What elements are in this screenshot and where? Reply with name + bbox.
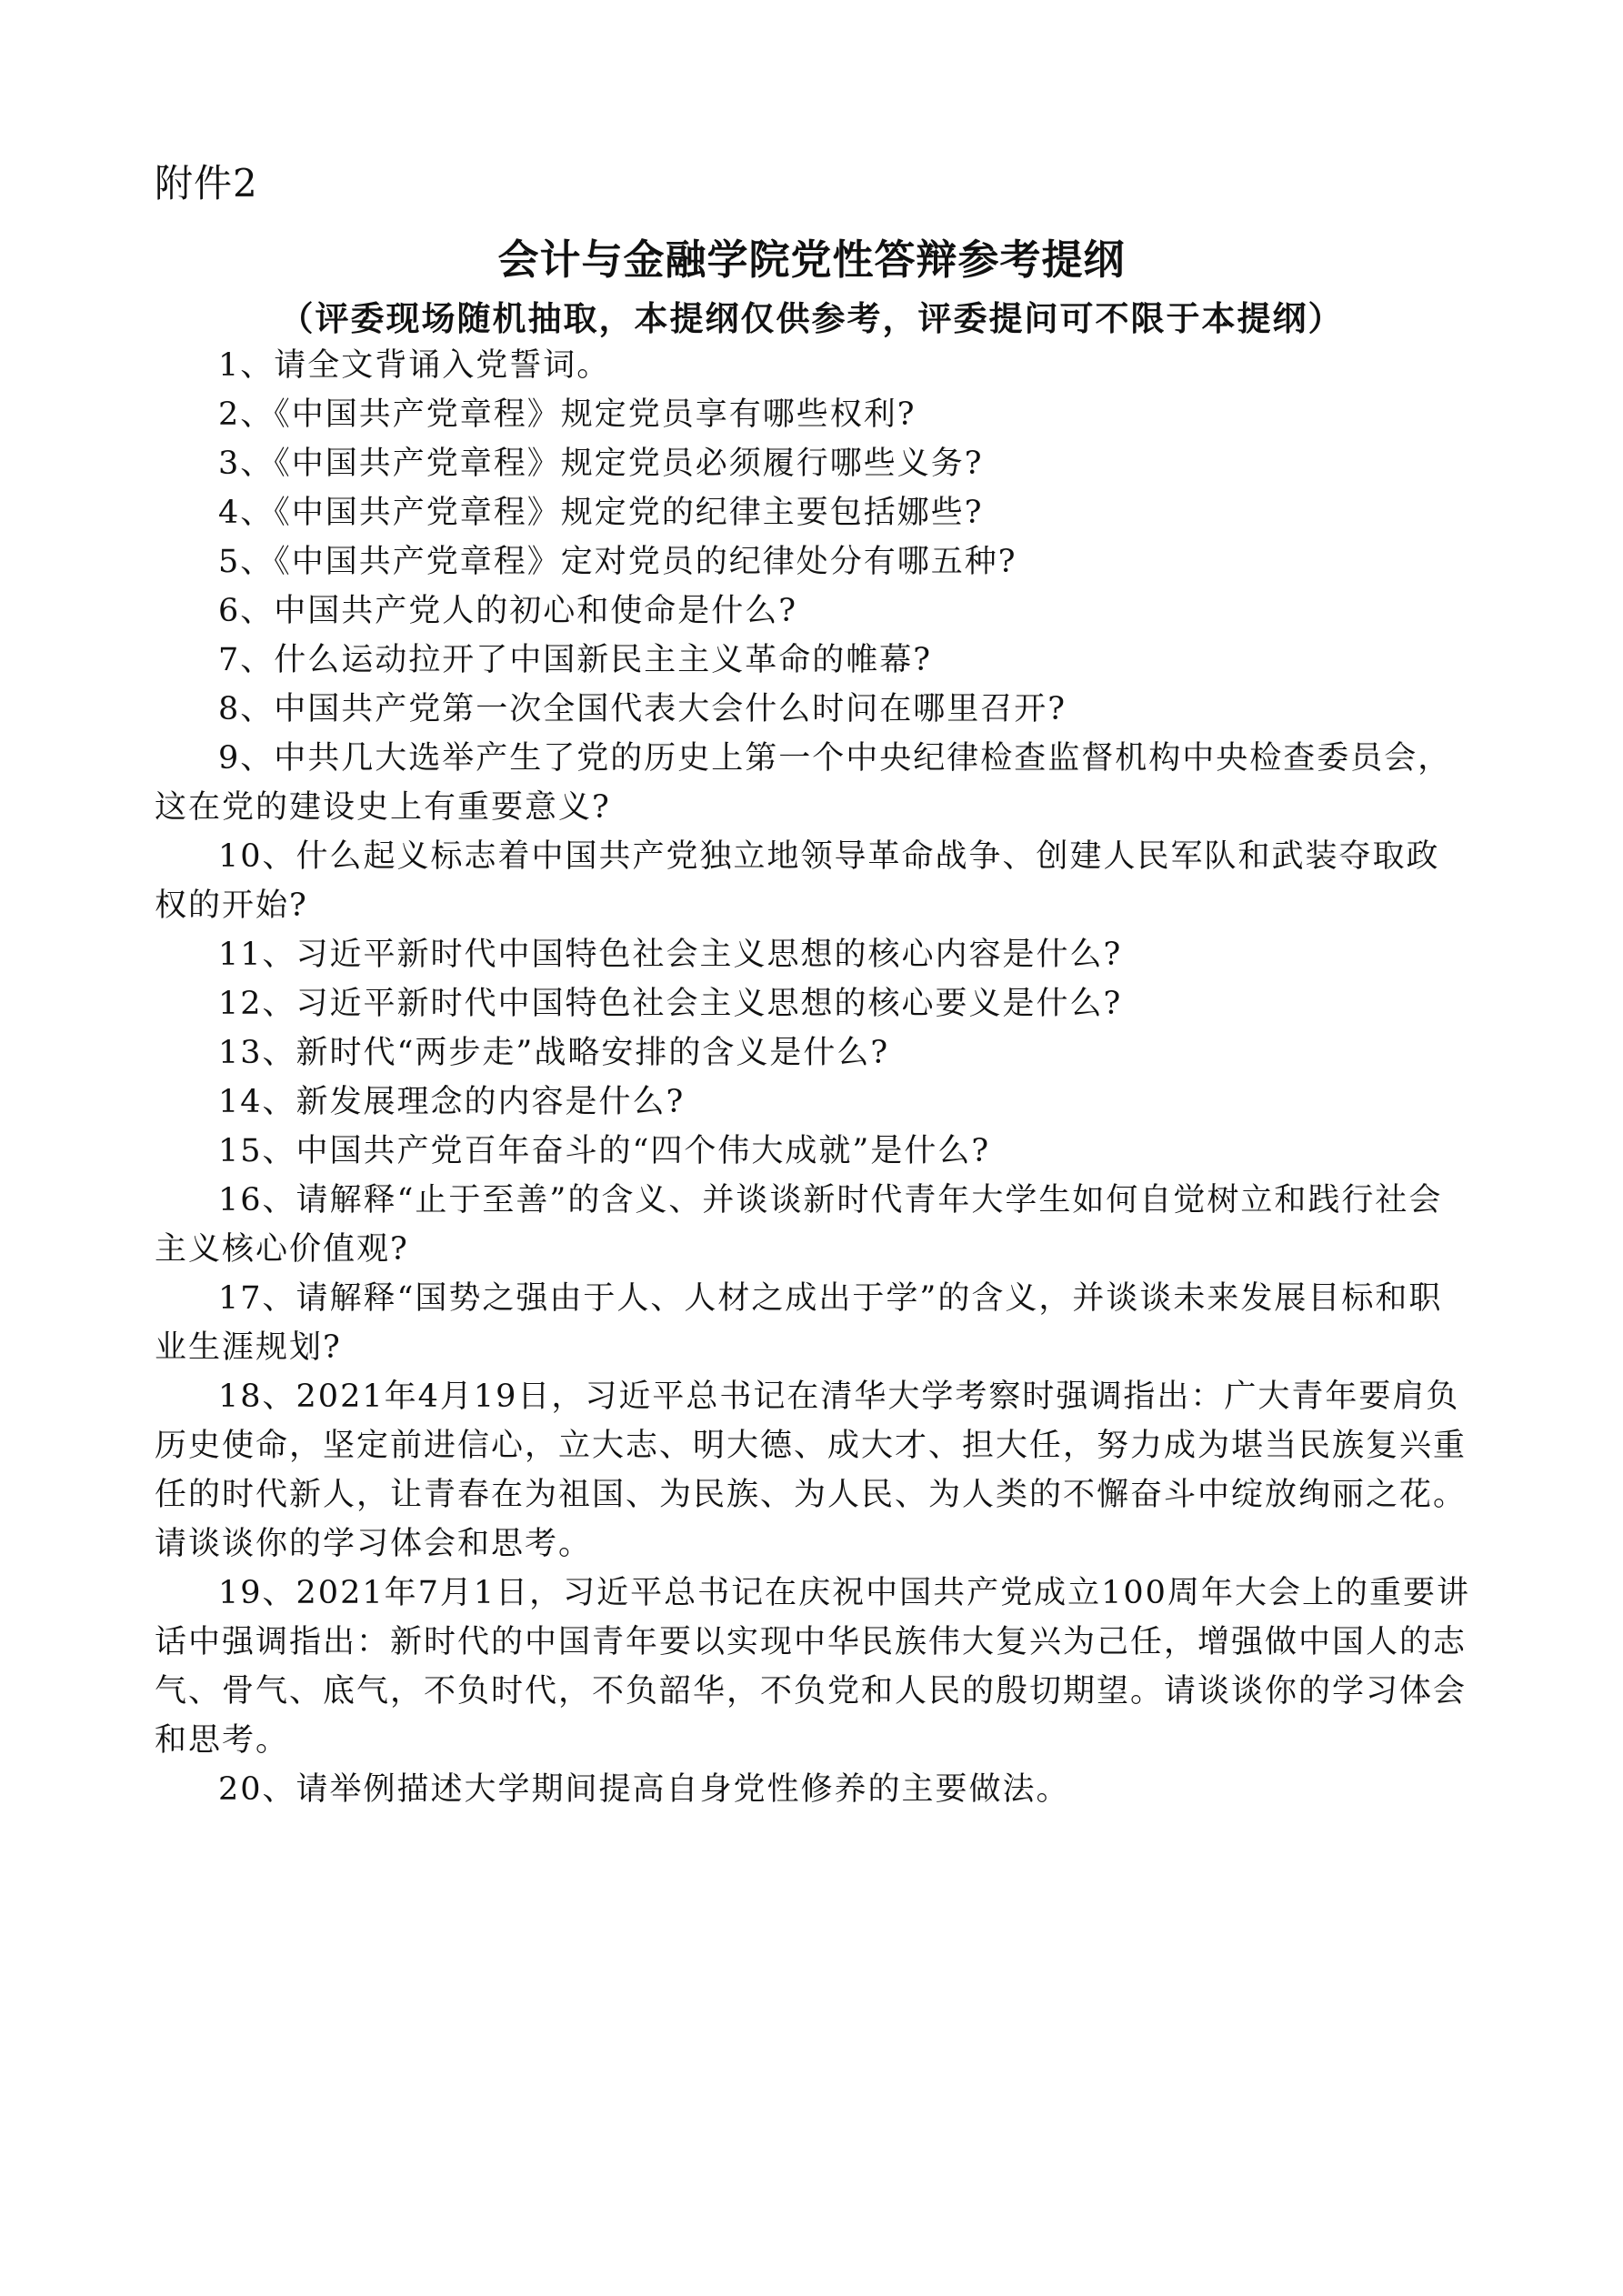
question-item: 13、新时代“两步走”战略安排的含义是什么? [218,1035,890,1071]
attachment-label: 附件2 [155,161,258,206]
question-item: 8、中国共产党第一次全国代表大会什么时问在哪里召开? [218,691,1067,727]
question-item: 15、中国共产党百年奋斗的“四个伟大成就”是什么? [218,1133,991,1169]
question-item: 6、中国共产党人的初心和使命是什么? [218,593,798,629]
question-item: 1、请全文背诵入党誓词。 [218,347,611,384]
page-subtitle: （评委现场随机抽取，本提纲仅供参考，评委提问可不限于本提纲） [279,298,1344,338]
question-item: 20、请举例描述大学期间提高自身党性修养的主要做法。 [218,1771,1070,1808]
question-item: 16、请解释“止于至善”的含义、并谈谈新时代青年大学生如何自觉树立和践行社会主义核心价值观? [155,1182,1443,1268]
question-item: 2、《中国共产党章程》规定党员享有哪些权利? [218,396,917,433]
question-item: 17、请解释“国势之强由于人、人材之成出于学”的含义，并谈谈未来发展目标和职业生涯规划? [155,1280,1443,1366]
question-item: 12、习近平新时代中国特色社会主义思想的核心要义是什么? [218,986,1123,1022]
question-item: 11、习近平新时代中国特色社会主义思想的核心内容是什么? [218,937,1123,973]
question-list [155,341,1473,1814]
question-item: 3、《中国共产党章程》规定党员必须履行哪些义务? [218,446,984,482]
question-item: 5、《中国共产党章程》定对党员的纪律处分有哪五种? [218,544,1017,580]
question-item: 18、2021年4月19日，习近平总书记在清华大学考察时强调指出：广大青年要肩负历史使命，坚定前进信心，立大志、明大德、成大才、担大任，努力成为堪当民族复兴重任的时代新人，让青春在为祖国、为民族、为人民、为人类的不懈奋斗中绽放绚丽之花。请谈谈你的学习体会和思考。 [155,1379,1468,1562]
page-title: 会计与金融学院党性答辩参考提纲 [497,236,1126,284]
question-item: 9、中共几大选举产生了党的历史上第一个中央纪律检查监督机构中央检查委员会，这在党的建设史上有重要意义? [155,740,1452,826]
question-item: 14、新发展理念的内容是什么? [218,1084,686,1120]
question-item: 7、什么运动拉开了中国新民主主义革命的帷幕? [218,642,933,678]
question-item: 19、2021年7月1日，习近平总书记在庆祝中国共产党成立100周年大会上的重要讲话中强调指出：新时代的中国青年要以实现中华民族伟大复兴为己任，增强做中国人的志气、骨气、底气，不负时代，不负韶华，不负党和人民的殷切期望。请谈谈你的学习体会和思考。 [155,1575,1470,1759]
question-item: 4、《中国共产党章程》规定党的纪律主要包括娜些? [218,495,984,531]
question-item: 10、什么起义标志着中国共产党独立地领导革命战争、创建人民军队和武装夺取政权的开始? [155,838,1440,924]
